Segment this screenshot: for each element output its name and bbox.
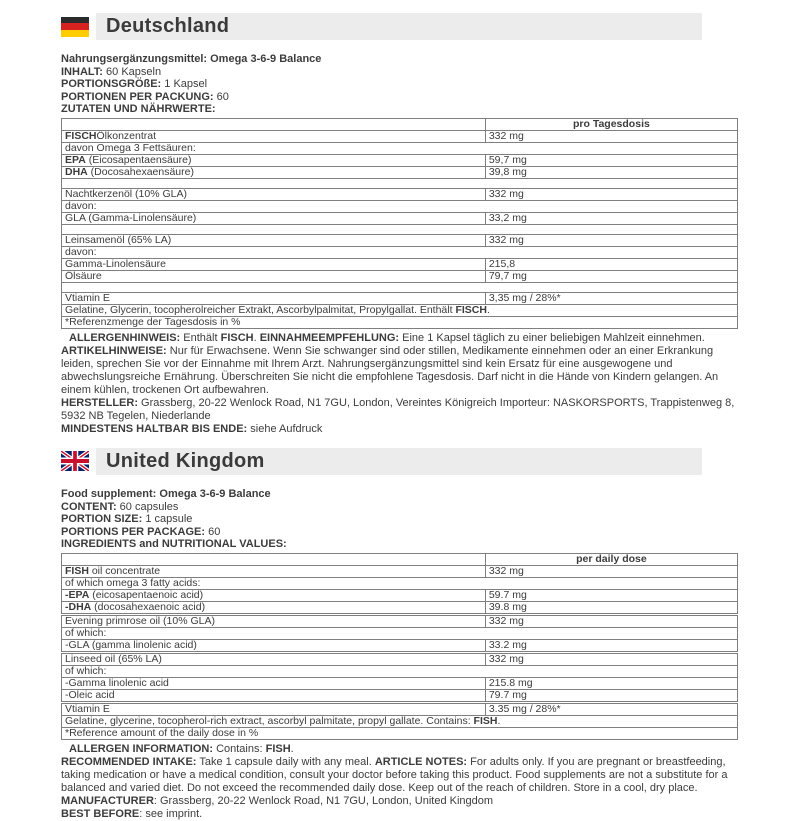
table-row (62, 142, 738, 154)
table-row (62, 130, 738, 142)
ingredient-value-cell: 332 mg (485, 614, 737, 627)
ingredient-value-cell: 3,35 mg / 28%* (485, 292, 737, 304)
table-row (62, 614, 738, 627)
germany-flag-icon (61, 17, 89, 37)
table-row (62, 270, 738, 282)
ingredient-name-cell: -GLA (gamma linolenic acid) (65, 639, 197, 651)
section-title: United Kingdom (106, 449, 265, 472)
info-line: Nahrungsergänzungsmittel: Omega 3-6-9 Balance (61, 53, 322, 65)
ingredient-name-cell: -DHA (docosahexaenoic acid) (65, 601, 206, 613)
ingredient-name-cell: Linseed oil (65% LA) (65, 652, 162, 665)
nutrition-table (61, 118, 738, 329)
table-row (62, 304, 738, 316)
table-row (62, 702, 738, 715)
table-row (62, 282, 738, 292)
paragraph: ALLERGEN INFORMATION: Contains: FISH. (69, 742, 294, 755)
table-row (62, 639, 738, 652)
table-cell-fullwidth: Gelatine, glycerine, tocopherol-rich extract, ascorbyl palmitate, propyl gallate. Contains: FISH. (65, 715, 501, 727)
ingredient-value-cell: 332 mg (485, 130, 737, 142)
ingredient-name-cell: GLA (Gamma-Linolensäure) (65, 212, 197, 224)
table-cell-fullwidth: Gelatine, Glycerin, tocopherolreicher Extrakt, Ascorbylpalmitat, Propylgallat. Enthält FISCH. (65, 304, 490, 316)
table-header-row (62, 553, 738, 565)
ingredient-value-cell: 332 mg (485, 652, 737, 665)
table-row (62, 178, 738, 188)
paragraph: BEST BEFORE: see imprint. (61, 807, 203, 820)
section-header-bar (96, 448, 702, 475)
value-column-header: pro Tagesdosis (485, 118, 737, 130)
value-column-header: per daily dose (485, 553, 737, 565)
section-header-bar (96, 13, 702, 40)
ingredient-value-cell: 79,7 mg (485, 270, 737, 282)
info-line: Food supplement: Omega 3-6-9 Balance (61, 487, 271, 500)
ingredient-value-cell: 33.2 mg (485, 639, 737, 652)
table-cell-fullwidth: of which: (65, 665, 107, 677)
table-row (62, 652, 738, 665)
table-header-row (62, 118, 738, 130)
info-line: INGREDIENTS and NUTRITIONAL VALUES: (61, 538, 287, 551)
table-row (62, 577, 738, 589)
info-line: PORTIONEN PER PACKUNG: 60 (61, 90, 229, 103)
ingredient-name-cell: FISCHÖlkonzentrat (65, 130, 157, 142)
table-row (62, 665, 738, 677)
product-info-block (61, 53, 738, 116)
paragraph: ALLERGENHINWEIS: Enthält FISCH. EINNAHMEEMPFEHLUNG: Eine 1 Kapsel täglich zu einer beliebigen Mahlzeit einnehmen. ARTIKELHINWEISE: Nur für Erwachsene. Wenn Sie schwanger sind oder stillen, Medikamente einnehmen oder an einer Erkrankung leiden, sprechen Sie vor der Einnahme mit Ihrem Arzt. Nahrungsergänzungsmittel sind kein Ersatz für eine ausgewogene und abwechslungsreiche Ernährung. Überschreiten Sie nicht die empfohlene Tagesdosis. Darf nicht in die Hände von Kindern gelangen. An einem kühlen, trockenen Ort aufbewahren. (61, 331, 719, 396)
table-row (62, 292, 738, 304)
ingredient-value-cell: 332 mg (485, 188, 737, 200)
ingredient-name-cell: Gamma-Linolensäure (65, 258, 166, 270)
uk-section (61, 448, 738, 821)
table-row (62, 715, 738, 727)
table-row (62, 727, 738, 739)
table-row (62, 188, 738, 200)
info-line: ZUTATEN UND NÄHRWERTE: (61, 103, 216, 116)
paragraph: HERSTELLER: Grassberg, 20-22 Wenlock Road, N1 7GU, London, Vereintes Königreich Importeur: NASKORSPORTS, Trappistenweg 8, 5932 NB Tegelen, Niederlande (61, 396, 735, 422)
table-row (62, 258, 738, 270)
ingredient-value-cell: 79.7 mg (485, 689, 737, 702)
ingredient-name-cell: -EPA (eicosapentaenoic acid) (65, 589, 204, 601)
ingredient-value-cell: 215.8 mg (485, 677, 737, 689)
info-line: PORTIONS PER PACKAGE: 60 (61, 525, 221, 538)
ingredient-name-cell: Evening primrose oil (10% GLA) (65, 614, 215, 627)
ingredient-value-cell: 39.8 mg (485, 601, 737, 614)
ingredient-name-cell: -Oleic acid (65, 689, 115, 701)
ingredient-value-cell: 332 mg (485, 565, 737, 577)
paragraph: RECOMMENDED INTAKE: Take 1 capsule daily with any meal. ARTICLE NOTES: For adults only. If you are pregnant or breastfeeding, taking medication or have a medical condition, consult your doctor before taking this product. Food supplements are not a substitute for a balanced and varied diet. Do not exceed the recommended daily dose. Keep out of the reach of children. Store in a cool, dry place. (61, 755, 728, 794)
ingredient-value-cell: 215,8 (485, 258, 737, 270)
table-cell-fullwidth: davon: (65, 246, 97, 258)
notes-block (61, 743, 738, 821)
table-row (62, 246, 738, 258)
ingredient-name-cell: Vtiamin E (65, 292, 110, 304)
info-line: PORTIONSGRÖßE: 1 Kapsel (61, 78, 208, 91)
paragraph: MINDESTENS HALTBAR BIS ENDE: siehe Aufdruck (61, 422, 323, 435)
germany-section (61, 13, 738, 436)
ingredient-name-cell: Ölsäure (65, 270, 102, 282)
notes-block (61, 332, 738, 436)
table-cell-fullwidth: *Reference amount of the daily dose in % (65, 727, 259, 739)
table-cell-fullwidth: of which omega 3 fatty acids: (65, 577, 201, 589)
table-row (62, 212, 738, 224)
ingredient-value-cell: 59,7 mg (485, 154, 737, 166)
table-row (62, 316, 738, 328)
ingredient-value-cell: 39,8 mg (485, 166, 737, 178)
ingredient-name-cell: -Gamma linolenic acid (65, 677, 169, 689)
table-row (62, 601, 738, 614)
germany-header (61, 13, 738, 40)
table-row (62, 627, 738, 639)
ingredient-name-cell: DHA (Docosahexaensäure) (65, 166, 194, 178)
section-title: Deutschland (106, 15, 230, 37)
uk-header (61, 448, 738, 475)
ingredient-value-cell: 332 mg (485, 234, 737, 246)
table-cell-fullwidth: *Referenzmenge der Tagesdosis in % (65, 316, 241, 328)
ingredient-value-cell: 3.35 mg / 28%* (485, 702, 737, 715)
table-row (62, 224, 738, 234)
ingredient-value-cell: 33,2 mg (485, 212, 737, 224)
ingredient-name-cell: FISH oil concentrate (65, 565, 161, 577)
table-row (62, 154, 738, 166)
info-line: CONTENT: 60 capsules (61, 500, 179, 513)
ingredient-value-cell: 59.7 mg (485, 589, 737, 601)
table-row (62, 689, 738, 702)
table-cell-fullwidth: of which: (65, 627, 107, 639)
product-info-block (61, 488, 738, 551)
table-row (62, 234, 738, 246)
uk-flag-icon (61, 451, 89, 471)
ingredient-name-cell: Nachtkerzenöl (10% GLA) (65, 188, 187, 200)
ingredient-name-cell: Vtiamin E (65, 702, 110, 715)
table-cell-fullwidth: davon Omega 3 Fettsäuren: (65, 142, 196, 154)
table-row (62, 677, 738, 689)
table-cell-fullwidth: davon: (65, 200, 97, 212)
info-line: PORTION SIZE: 1 capsule (61, 513, 193, 526)
table-row (62, 565, 738, 577)
paragraph: MANUFACTURER: Grassberg, 20-22 Wenlock Road, N1 7GU, London, United Kingdom (61, 794, 494, 807)
ingredient-name-cell: Leinsamenöl (65% LA) (65, 234, 172, 246)
table-row (62, 589, 738, 601)
nutrition-table (61, 553, 738, 740)
table-row (62, 166, 738, 178)
info-line: INHALT: 60 Kapseln (61, 65, 162, 78)
table-row (62, 200, 738, 212)
ingredient-name-cell: EPA (Eicosapentaensäure) (65, 154, 192, 166)
